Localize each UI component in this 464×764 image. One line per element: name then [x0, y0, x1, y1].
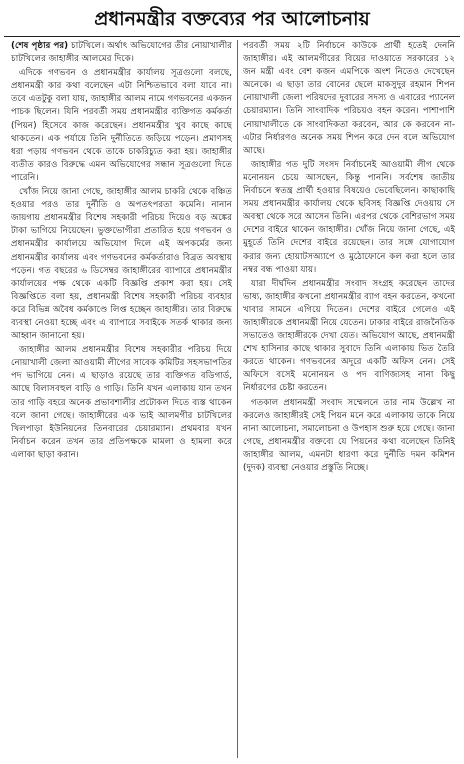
- article-paragraph: পরবর্তী সময় ২টি নির্বাচনে কাউকে প্রার্থী হতেই দেননি জাহাঙ্গীর। এই আলমগীরের বিয়ের দাওয়াতে সরকারের ১২ জন মন্ত্রী এবং বেশ কজন এমপিকে অংশ নিতেও দেখেছেন অনেকে। এ ছাড়া তার বোনের ছেলে মাকসুদুর রহমান শিপন নোয়াখালী জেলা পরিষদের দুবারের সদস্য ও এবারের প্যানেল চেয়ারম্যান। তিনি সাংবাদিক পরিচয়ও বহন করেন। পাশাপাশি নোয়াখালীতে কে সাংবাদিকতা করবেন, আর কে করবেন না- এটার নির্ধারণও অনেক সময় শিপন করে দেন বলে অভিযোগ আছে।: [243, 41, 455, 156]
- article-paragraph: যারা দীর্ঘদিন প্রধানমন্ত্রীর সংবাদ সংগ্রহ করেছেন তাদের ভাষ্য, জাহাঙ্গীর কখনো প্রধানমন্ত্রীর ব্যাগ বহন করতেন, কখনো খাবার সামনে এগিয়ে দিতেন। দেশের বাইরে গেলেও এই জাহাঙ্গীরকে প্রধানমন্ত্রী নিয়ে যেতেন। ঢাকার বাইরে রাজনৈতিক সভাতেও জাহাঙ্গীরকে দেখা যেত। অভিযোগ আছে, প্রধানমন্ত্রী শেখ হাসিনার কাছে থাকার সুবাদে তিনি এলাকায় ভিত তৈরি করতে থাকেন। গণভবনের অদূরে একটি অফিস নেন। সেই অফিসে বসেই মনোনয়ন ও পদ বাণিজ্যসহ নানা কিছু নির্ধারণের চেষ্টা করতেন।: [243, 278, 455, 394]
- paragraph-text: চাটখিলে। অর্থাৎ অভিযোগের তীর নোয়াখালীর চাটখিলের জাহাঙ্গীর আলমের দিকে।: [11, 41, 232, 65]
- article-paragraph: খোঁজ নিয়ে জানা গেছে, জাহাঙ্গীর আলম চাকরি থেকে বঞ্চিত হওয়ার পরও তার দুর্নীতি ও অপতৎপরতা কমেনি। নানান জায়গায় প্রধানমন্ত্রীর বিশেষ সহকারী পরিচয় দিয়েও বড় অঙ্কের টাকা ভাগিয়ে নিয়েছেন। ভুক্তভোগীরা প্রতারিত হয়ে গণভবন ও প্রধানমন্ত্রীর কার্যালয়ে অভিযোগ দিলে এই অপকর্মের জন্য প্রধানমন্ত্রীর কার্যালয় এবং গণভবনের কর্মকর্তারাও বিব্রত অবস্থায় পড়েন। গত বছরের ৬ ডিসেম্বর জাহাঙ্গীরের ব্যাপারে প্রধানমন্ত্রীর কার্যালয়ের পক্ষ থেকে একটি বিজ্ঞপ্তি প্রকাশ করা হয়। সেই বিজ্ঞপ্তিতে বলা হয়, প্রধানমন্ত্রী বিশেষ সহকারী পরিচয় ব্যবহার করে বিভিন্ন অবৈধ কর্মকাণ্ডে লিপ্ত হচ্ছেন জাহাঙ্গীর। তার বিরুদ্ধে ব্যবস্থা নেওয়া হচ্ছে এবং এ ব্যাপারে সবাইকে সতর্ক থাকার জন্য আহ্বান জানানো হয়।: [11, 187, 232, 342]
- article-headline: প্রধানমন্ত্রীর বক্তব্যের পর আলোচনায়: [94, 8, 370, 30]
- article-column-left: [11, 40, 232, 760]
- column-divider: [237, 40, 238, 758]
- headline-rule: [4, 36, 460, 37]
- article-paragraph: জাহাঙ্গীর গত দুটি সংসদ নির্বাচনেই আওয়ামী লীগ থেকে মনোনয়ন চেয়ে আসছেন, কিন্তু পাননি। সর্বশেষ জাতীয় নির্বাচনে স্বতন্ত্র প্রার্থী হওয়ার বিষয়েও ভেবেছিলেন। কাছাকাছি সময় প্রধানমন্ত্রীর কার্যালয় থেকে ছবিসহ বিজ্ঞপ্তি দেওয়ায় সে অবস্থা থেকে সরে আসেন তিনি। এরপর থেকে বেশিরভাগ সময় দেশের বাইরে থাকেন জাহাঙ্গীর। খোঁজ নিয়ে জানা গেছে, এই মুহূর্তে তিনি দেশের বাইরে রয়েছেন। তার সঙ্গে যোগাযোগ করার জন্য হোয়াটসঅ্যাপে ও মুঠোফোনে কল করা হলে তার নম্বর বন্ধ পাওয়া যায়।: [243, 159, 455, 275]
- continued-label: (শেষ পৃষ্ঠার পর): [11, 41, 69, 51]
- cropped-adjacent-column: [0, 120, 8, 614]
- article-paragraph: [11, 40, 232, 66]
- article-paragraph: জাহাঙ্গীর আলম প্রধানমন্ত্রীর বিশেষ সহকারীর পরিচয় দিয়ে নোয়াখালী জেলা আওয়ামী লীগের সাবেক কমিটির সহসভাপতির পদ ভাগিয়ে নেন। এ ছাড়াও রয়েছে তার ব্যক্তিগত বডিগার্ড, আছে বিলাসবহুল বাড়ি ও গাড়ি। তিনি যখন এলাকায় যান তখন তার গাড়ি বহরে অনেক প্রভাবশালীর প্রটোকল দিতে ব্যস্ত থাকেন বলে জানা গেছে। জাহাঙ্গীরের এক ভাই আলমগীর চাটখিলের খিলপাড়া ইউনিয়নের তিনবারের চেয়ারম্যান। প্রথমবার যখন নির্বাচন করেন তখন তার প্রতিপক্ষকে মামলা ও হামলা করে এলাকা ছাড়া করান।: [11, 345, 232, 460]
- article-paragraph: এদিকে গণভবন ও প্রধানমন্ত্রীর কার্যালয় সূত্রগুলো বলছে, প্রধানমন্ত্রী কার কথা বলেছেন এটা নিশ্চিতভাবে বলা যাবে না। তবে এতটুকু বলা যায়, জাহাঙ্গীর আলম নামে গণভবনের একজন পাচক ছিলেন। যিনি পরবর্তী সময় প্রধানমন্ত্রীর ব্যক্তিগত কর্মকর্তা (পিয়ন) হিসেবে কাজ করেছেন। প্রধানমন্ত্রীর খুব কাছে কাছে থাকতেন। এক পর্যায়ে তিনি দুর্নীতিতে জড়িয়ে পড়েন। প্রমাণসহ ধরা পড়ায় গণভবন থেকে তাকে চাকরিচ্যুত করা হয়। জাহাঙ্গীর ব্যতীত কারও বিরুদ্ধে এমন অভিযোগের সন্ধান সূত্রগুলো দিতে পারেনি।: [11, 68, 232, 183]
- article-paragraph: গতকাল প্রধানমন্ত্রী সংবাদ সম্মেলনে তার নাম উল্লেখ না করলেও জাহাঙ্গীরই সেই পিয়ন মনে করে এলাকায় তাকে নিয়ে নানা আলোচনা, সমালোচনা ও উপহাস শুরু হয়ে গেছে। জানা গেছে, প্রধানমন্ত্রীর বক্তব্যে যে পিয়নের কথা বলেছেন তিনিই জাহাঙ্গীর আলম, এমনটা ধারণা করে দুর্নীতি দমন কমিশন (দুদক) ব্যবস্থা নেওয়ার প্রস্তুতি নিচ্ছে।: [243, 397, 455, 473]
- article-column-right: [243, 40, 455, 760]
